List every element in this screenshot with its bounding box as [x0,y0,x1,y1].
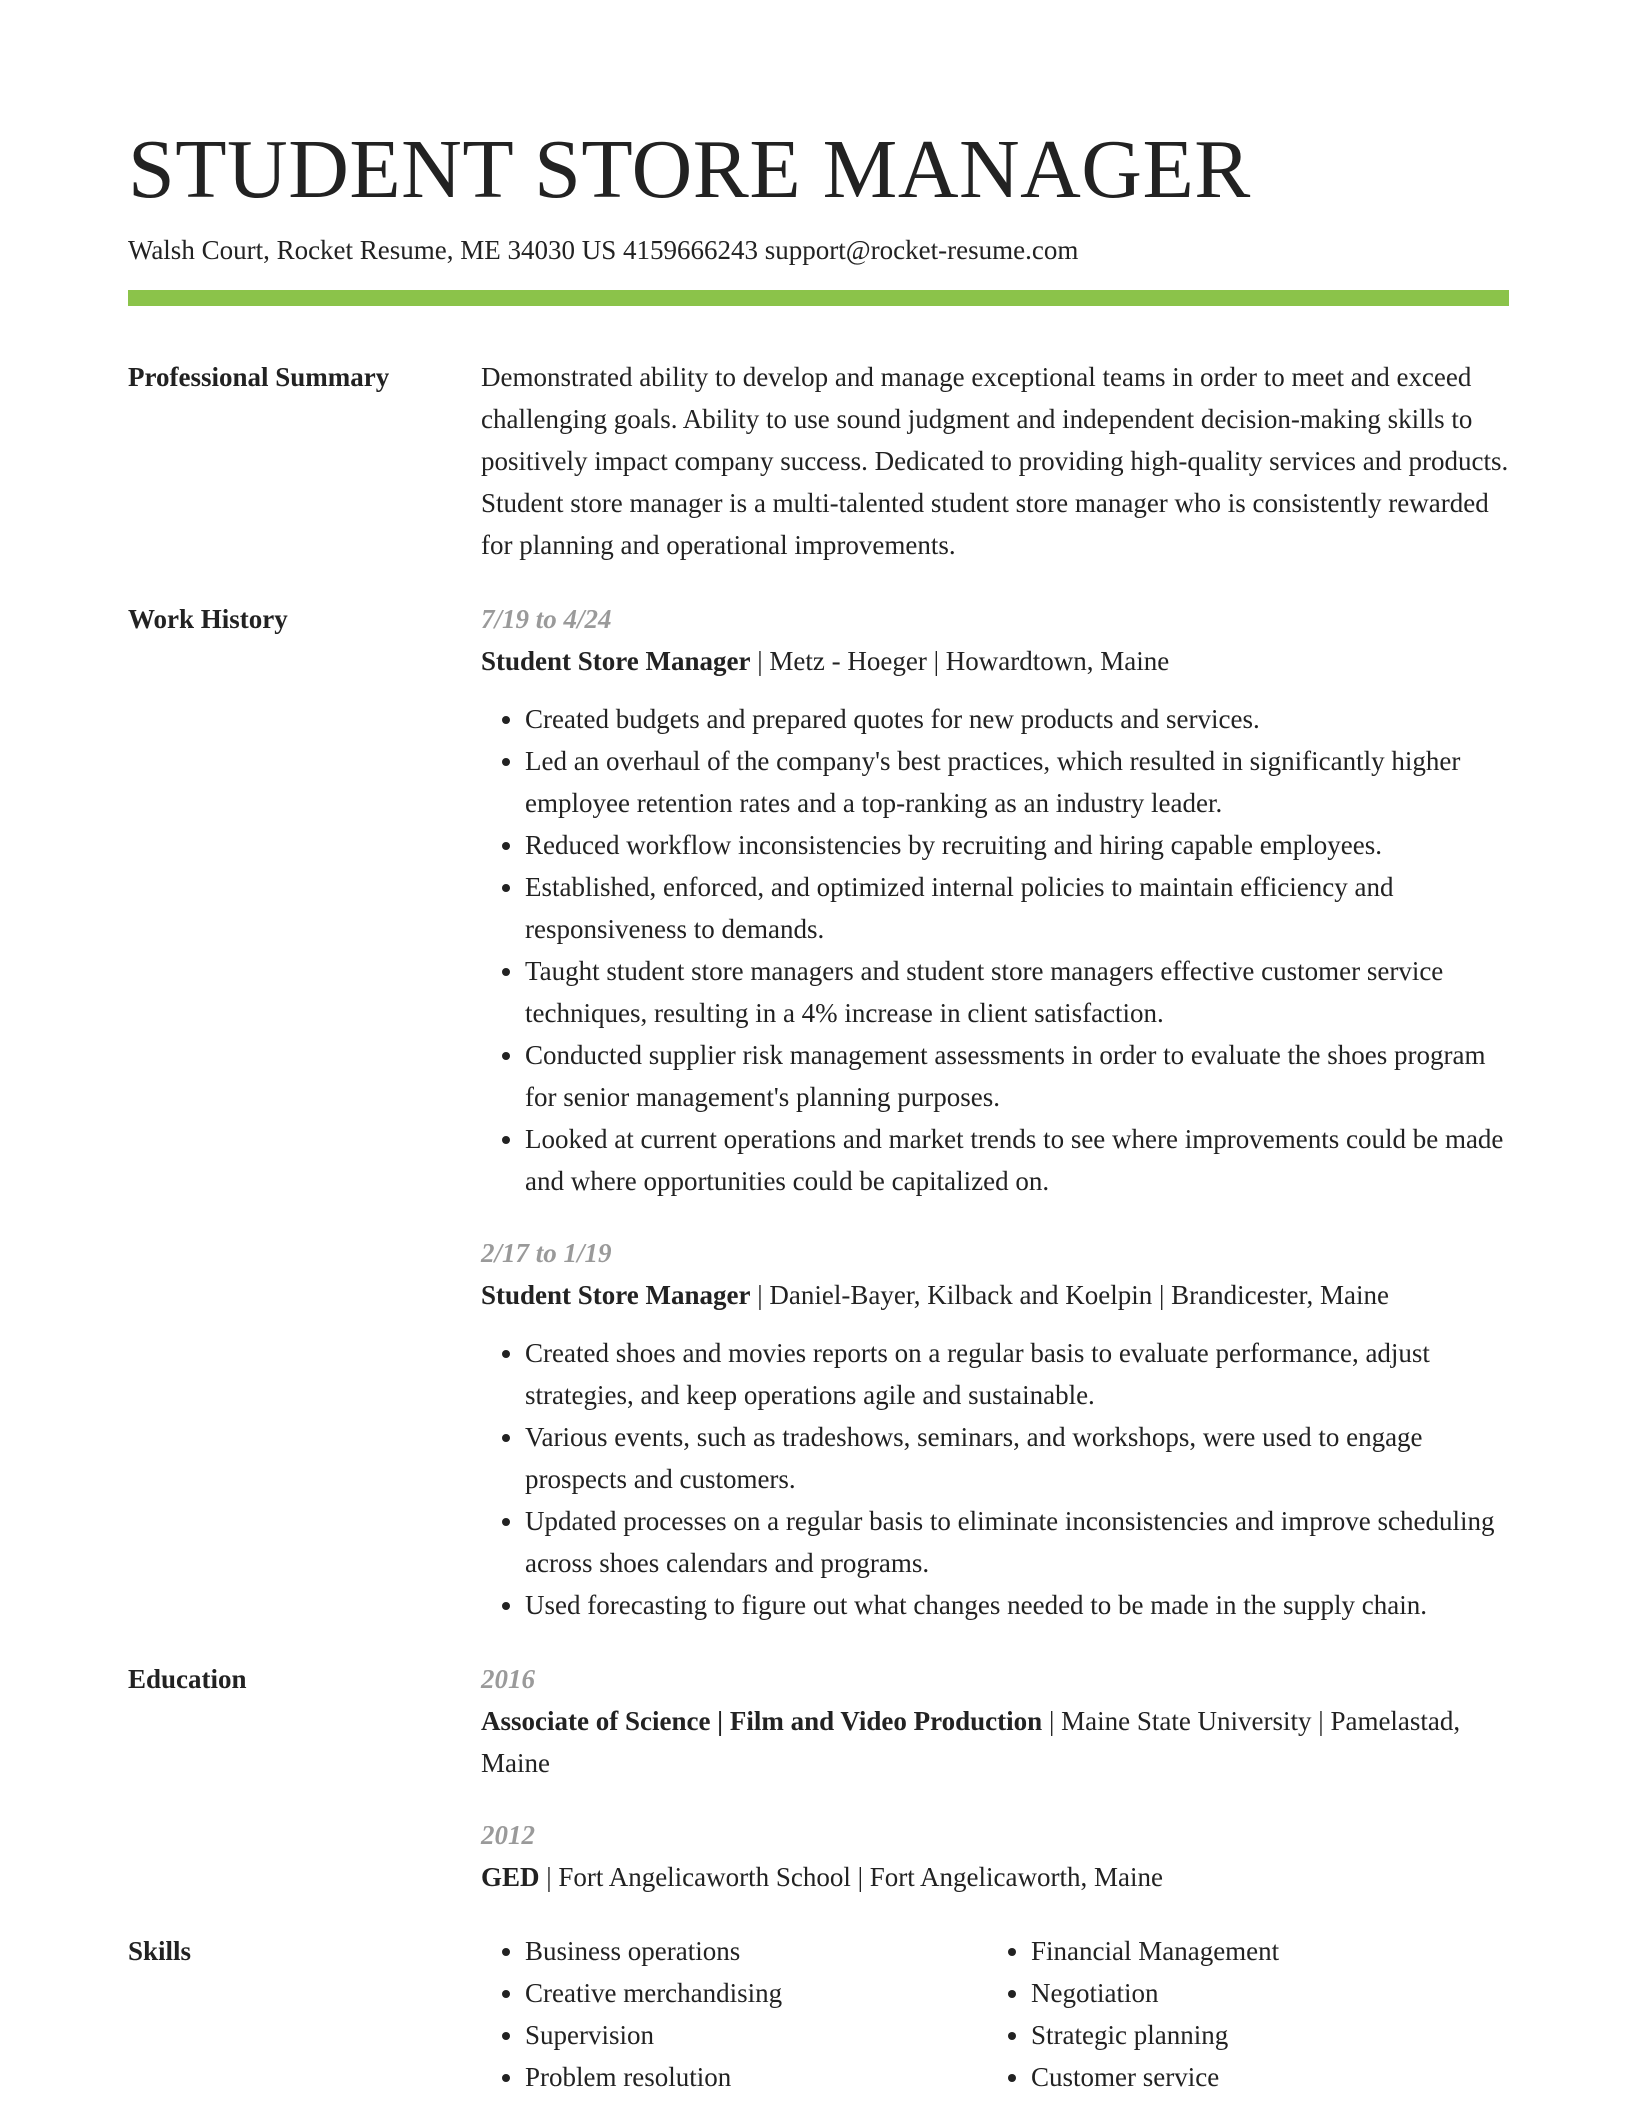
work-history-section [128,598,1509,1626]
job-entry [481,598,1509,1202]
job-company-location: | Metz - Hoeger | Howardtown, Maine [750,646,1170,676]
skills-column-left [481,1930,987,2098]
contact-phone: 4159666243 [623,235,759,265]
job-duty-item: • Used forecasting to figure out what changes needed to be made in the supply chain. [525,1584,1509,1626]
skills-section [128,1930,1509,2098]
job-duty-item: • Updated processes on a regular basis to eliminate inconsistencies and improve scheduling across shoes calendars and programs. [525,1500,1509,1584]
contact-line [128,232,1509,268]
education-year: 2016 [481,1664,535,1694]
header-divider [128,290,1509,306]
job-duty-item: • Created shoes and movies reports on a regular basis to evaluate performance, adjust strategies, and keep operations agile and sustainable. [525,1332,1509,1416]
summary-section [128,356,1509,566]
skill-item: • Negotiation [1031,1972,1493,2014]
education-entry [481,1658,1509,1784]
job-duty-item: • Reduced workflow inconsistencies by recruiting and hiring capable employees. [525,824,1509,866]
skill-item: • Business operations [525,1930,987,1972]
job-duties [481,1332,1509,1626]
job-company-location: | Daniel-Bayer, Kilback and Koelpin | Brandicester, Maine [750,1280,1389,1310]
job-title: Student Store Manager [481,646,751,676]
education-section [128,1658,1509,1898]
skill-item: • Financial Management [1031,1930,1493,1972]
education-school-location: | Maine State University | Pamelastad, Maine [481,1706,1461,1778]
skill-item: • Problem resolution [525,2056,987,2098]
education-heading-line [481,1856,1509,1898]
summary-text: Demonstrated ability to develop and manage exceptional teams in order to meet and exceed challenging goals. Ability to use sound judgment and independent decision-making skills to positively impact company success. Dedicated to providing high-quality services and products. Student store manager is a multi-talented student store manager who is consistently rewarded for planning and operational improvements. [481,362,1509,560]
job-duty-item: • Taught student store managers and student store managers effective customer service techniques, resulting in a 4% increase in client satisfaction. [525,950,1509,1034]
education-list [481,1658,1509,1898]
skill-item: • Creative merchandising [525,1972,987,2014]
education-year: 2012 [481,1820,535,1850]
job-entry [481,1232,1509,1626]
job-dates: 7/19 to 4/24 [481,604,612,634]
job-heading [481,640,1509,682]
skills-column-right [987,1930,1493,2098]
education-entry [481,1814,1509,1898]
education-degree: Associate of Science | Film and Video Production [481,1706,1043,1736]
education-degree: GED [481,1862,540,1892]
skills-list [481,1930,1509,2098]
job-duty-item: • Conducted supplier risk management assessments in order to evaluate the shoes program for senior management's planning purposes. [525,1034,1509,1118]
education-heading: Education [128,1664,247,1694]
job-duty-item: • Led an overhaul of the company's best practices, which resulted in significantly higher employee retention rates and a top-ranking as an industry leader. [525,740,1509,824]
candidate-name: STUDENT STORE MANAGER [128,123,1251,216]
skill-item: • Strategic planning [1031,2014,1493,2056]
resume-page [128,120,1509,2098]
job-duty-item: • Established, enforced, and optimized internal policies to maintain efficiency and responsiveness to demands. [525,866,1509,950]
contact-email: support@rocket-resume.com [764,235,1079,265]
job-duties [481,698,1509,1202]
education-heading-line [481,1700,1509,1784]
job-duty-item: • Looked at current operations and market trends to see where improvements could be made and where opportunities could be capitalized on. [525,1118,1509,1202]
contact-address: Walsh Court, Rocket Resume, ME 34030 US [128,235,617,265]
skills-heading: Skills [128,1936,192,1966]
skill-item: • Supervision [525,2014,987,2056]
work-history-list [481,598,1509,1626]
work-history-heading: Work History [128,604,288,634]
job-dates: 2/17 to 1/19 [481,1238,612,1268]
job-duty-item: • Various events, such as tradeshows, seminars, and workshops, were used to engage prospects and customers. [525,1416,1509,1500]
summary-heading: Professional Summary [128,362,390,392]
job-title: Student Store Manager [481,1280,751,1310]
skill-item: • Customer service [1031,2056,1493,2098]
education-school-location: | Fort Angelicaworth School | Fort Angelicaworth, Maine [539,1862,1163,1892]
job-duty-item: • Created budgets and prepared quotes for new products and services. [525,698,1509,740]
job-heading [481,1274,1509,1316]
